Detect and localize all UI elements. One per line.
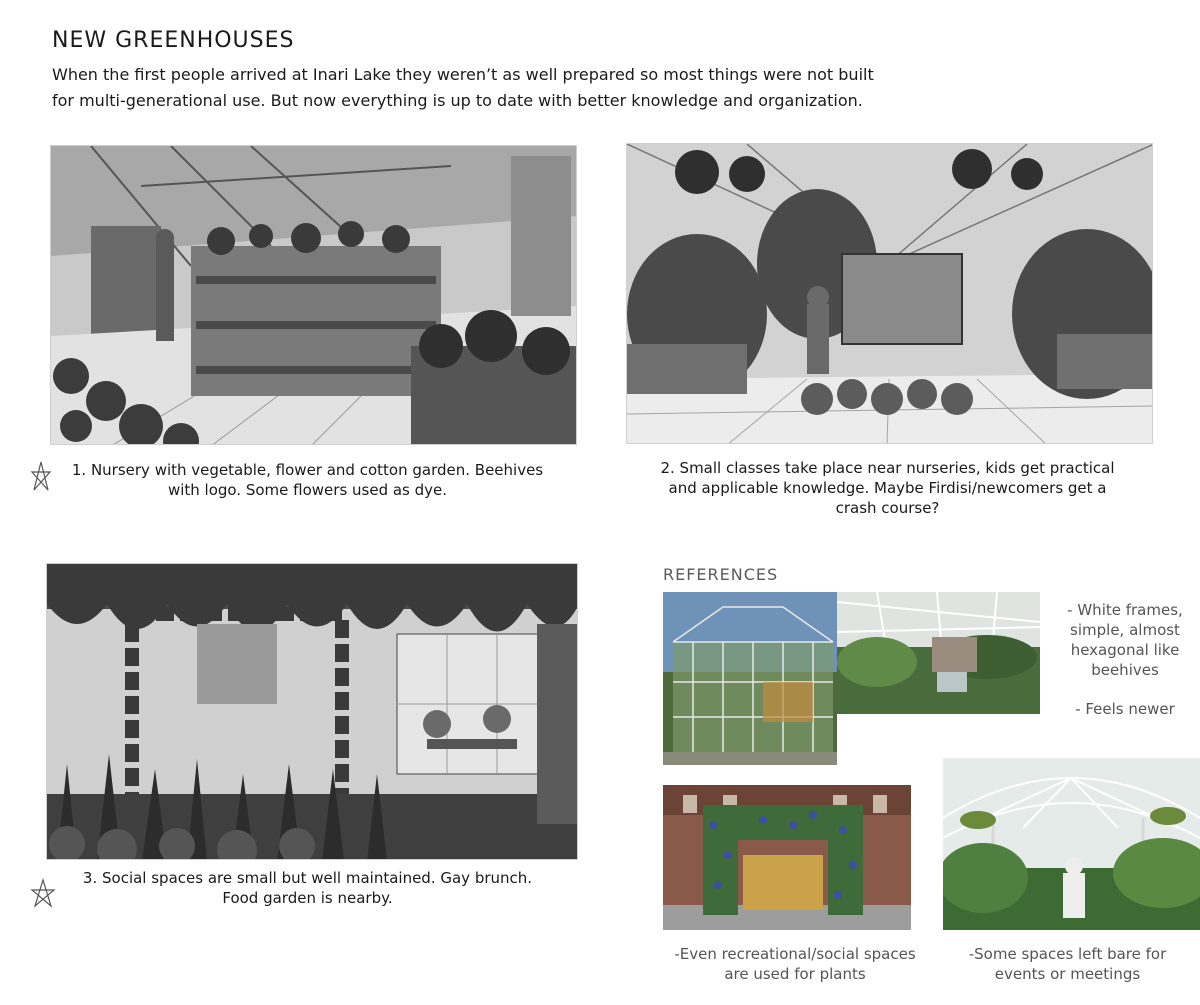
note-4-line-2: events or meetings bbox=[994, 965, 1141, 983]
caption-2-line-1: 2. Small classes take place near nurseries, kids get practical bbox=[660, 459, 1115, 477]
reference-note-white-frames bbox=[1050, 600, 1200, 680]
sketch-nursery bbox=[50, 145, 577, 445]
reference-photo-domed-conservatory bbox=[943, 758, 1200, 930]
reference-photo-floral-arch bbox=[663, 785, 911, 930]
reference-note-recreational-spaces bbox=[655, 944, 935, 984]
sketch-social-spaces bbox=[46, 563, 578, 860]
reference-note-bare-spaces bbox=[945, 944, 1190, 984]
reference-photo-glass-greenhouse bbox=[663, 592, 837, 765]
note-1-line-3: hexagonal like bbox=[1070, 641, 1180, 659]
intro-line-1: When the first people arrived at Inari Lake they weren’t as well prepared so most things were not built bbox=[52, 65, 874, 84]
caption-sketch-2 bbox=[635, 458, 1140, 518]
caption-3-line-2: Food garden is nearby. bbox=[222, 889, 393, 907]
note-3-line-2: are used for plants bbox=[724, 965, 866, 983]
intro-text bbox=[52, 62, 972, 114]
star-doodle-2 bbox=[30, 878, 56, 908]
caption-2-line-2: and applicable knowledge. Maybe Firdisi/newcomers get a bbox=[668, 479, 1107, 497]
caption-1-line-1: 1. Nursery with vegetable, flower and cotton garden. Beehives bbox=[71, 461, 544, 479]
sketch-classes bbox=[626, 143, 1153, 444]
caption-sketch-1 bbox=[55, 460, 560, 500]
reference-photo-greenhouse-interior bbox=[837, 592, 1040, 714]
references-heading: REFERENCES bbox=[663, 565, 779, 584]
note-4-line-1: -Some spaces left bare for bbox=[968, 945, 1167, 963]
caption-2-line-3: crash course? bbox=[835, 499, 940, 517]
intro-line-2: for multi-generational use. But now everything is up to date with better knowledge and organization. bbox=[52, 91, 863, 110]
note-1-line-4: beehives bbox=[1091, 661, 1159, 679]
reference-note-feels-newer: - Feels newer bbox=[1075, 700, 1175, 718]
page-title: NEW GREENHOUSES bbox=[52, 28, 295, 53]
caption-sketch-3 bbox=[60, 868, 555, 908]
caption-1-line-2: with logo. Some flowers used as dye. bbox=[167, 481, 448, 499]
caption-3-line-1: 3. Social spaces are small but well maintained. Gay brunch. bbox=[82, 869, 533, 887]
star-doodle-1 bbox=[30, 460, 52, 492]
note-1-line-1: - White frames, bbox=[1067, 601, 1183, 619]
note-1-line-2: simple, almost bbox=[1070, 621, 1180, 639]
note-3-line-1: -Even recreational/social spaces bbox=[674, 945, 916, 963]
